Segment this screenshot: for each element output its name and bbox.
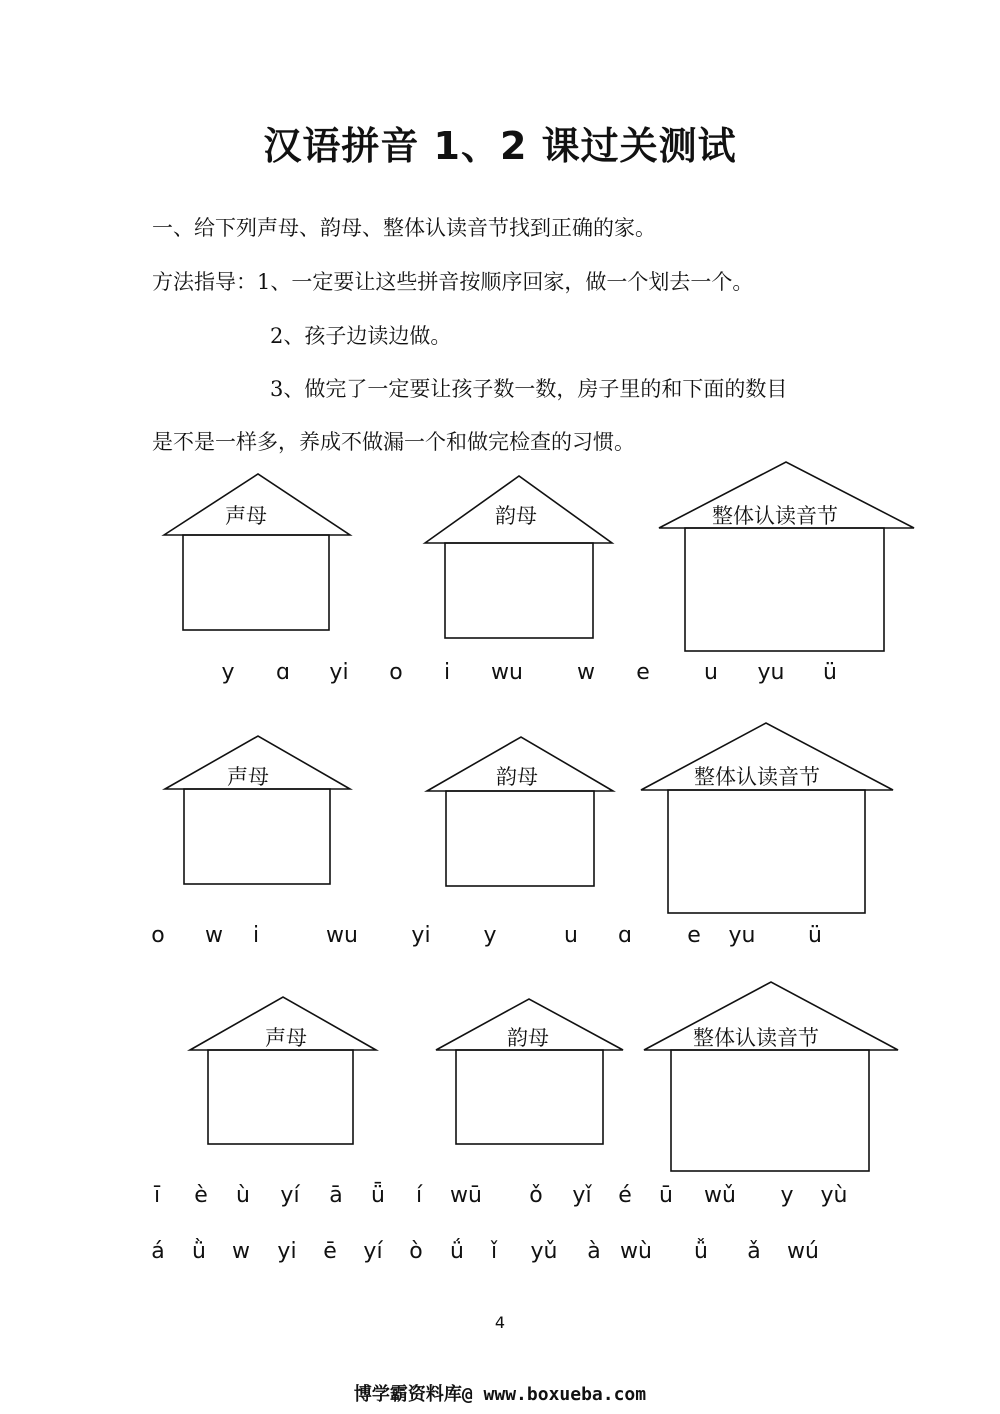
letter: w [577,660,595,685]
house-shengmu-1 [164,474,350,630]
letter: à [587,1239,601,1264]
letter: e [636,660,650,685]
house-label-shengmu-2: 声母 [227,765,269,789]
letter: u [564,923,578,948]
letter: i [252,923,260,948]
letter: i [443,660,451,685]
house-yunmu-3 [436,999,623,1144]
letter: yu [757,660,785,685]
letter: ī [153,1183,161,1208]
letter: y [483,923,497,948]
house-label-zhengti-2: 整体认读音节 [694,765,820,789]
letter: ǎ [747,1239,761,1264]
letter: ǐ [490,1239,498,1264]
letter: ǖ [371,1183,385,1208]
letter: wǔ [704,1183,736,1208]
house-zhengti-2 [641,723,893,913]
letter: wu [326,923,358,948]
letter: yí [363,1239,383,1264]
letter: wú [787,1239,819,1264]
house-zhengti-3 [644,982,898,1171]
method-guide-3: 3、做完了一定要让孩子数一数，房子里的和下面的数目 [270,377,788,401]
question-1: 一、给下列声母、韵母、整体认读音节找到正确的家。 [152,216,656,240]
method-guide-2: 2、孩子边读边做。 [270,324,452,348]
letter: ɑ [618,923,632,948]
letter: ò [409,1239,423,1264]
house-shengmu-3 [190,997,376,1144]
letter: yǔ [530,1239,558,1264]
letter: ù [236,1183,250,1208]
house-label-shengmu-1: 声母 [225,504,267,528]
letter: o [389,660,403,685]
letter: yi [411,923,431,948]
letter: w [232,1239,250,1264]
letter: ɑ [276,660,290,685]
letter: yǐ [572,1183,592,1208]
letter: ē [323,1239,337,1264]
letter: w [205,923,223,948]
house-label-shengmu-3: 声母 [265,1026,307,1050]
house-yunmu-2 [427,737,613,886]
letter: wu [491,660,523,685]
letter: ǜ [192,1239,206,1264]
letter: e [687,923,701,948]
letter: yí [280,1183,300,1208]
letter: ǘ [450,1239,464,1264]
letter: o [151,923,165,948]
letter: yi [277,1239,297,1264]
letter: wū [450,1183,482,1208]
letter: wù [620,1239,652,1264]
letter: ǚ [694,1239,708,1264]
letter: è [194,1183,208,1208]
footer-watermark: 博学霸资料库@ www.boxueba.com [353,1384,647,1405]
page-number: 4 [494,1313,506,1332]
house-label-yunmu-3: 韵母 [507,1026,549,1050]
house-label-zhengti-1: 整体认读音节 [712,504,838,528]
method-guide-3-cont: 是不是一样多，养成不做漏一个和做完检查的习惯。 [152,430,635,454]
house-label-yunmu-1: 韵母 [495,504,537,528]
letter: yù [820,1183,848,1208]
letter: y [780,1183,794,1208]
page-title: 汉语拼音 1、2 课过关测试 [263,124,737,168]
house-label-zhengti-3: 整体认读音节 [693,1026,819,1050]
letter: é [618,1183,632,1208]
letter: y [221,660,235,685]
letter: á [151,1239,165,1264]
letter: ū [659,1183,673,1208]
letter: ǒ [529,1183,543,1208]
house-zhengti-1 [659,462,914,651]
method-guide-1: 方法指导：1、一定要让这些拼音按顺序回家，做一个划去一个。 [152,270,754,294]
house-shengmu-2 [165,736,350,884]
letter: ü [808,923,822,948]
letter: ü [823,660,837,685]
letter: yu [728,923,756,948]
house-label-yunmu-2: 韵母 [496,765,538,789]
letter: ā [329,1183,343,1208]
letter: yi [329,660,349,685]
letter: u [704,660,718,685]
letter: í [415,1183,423,1208]
